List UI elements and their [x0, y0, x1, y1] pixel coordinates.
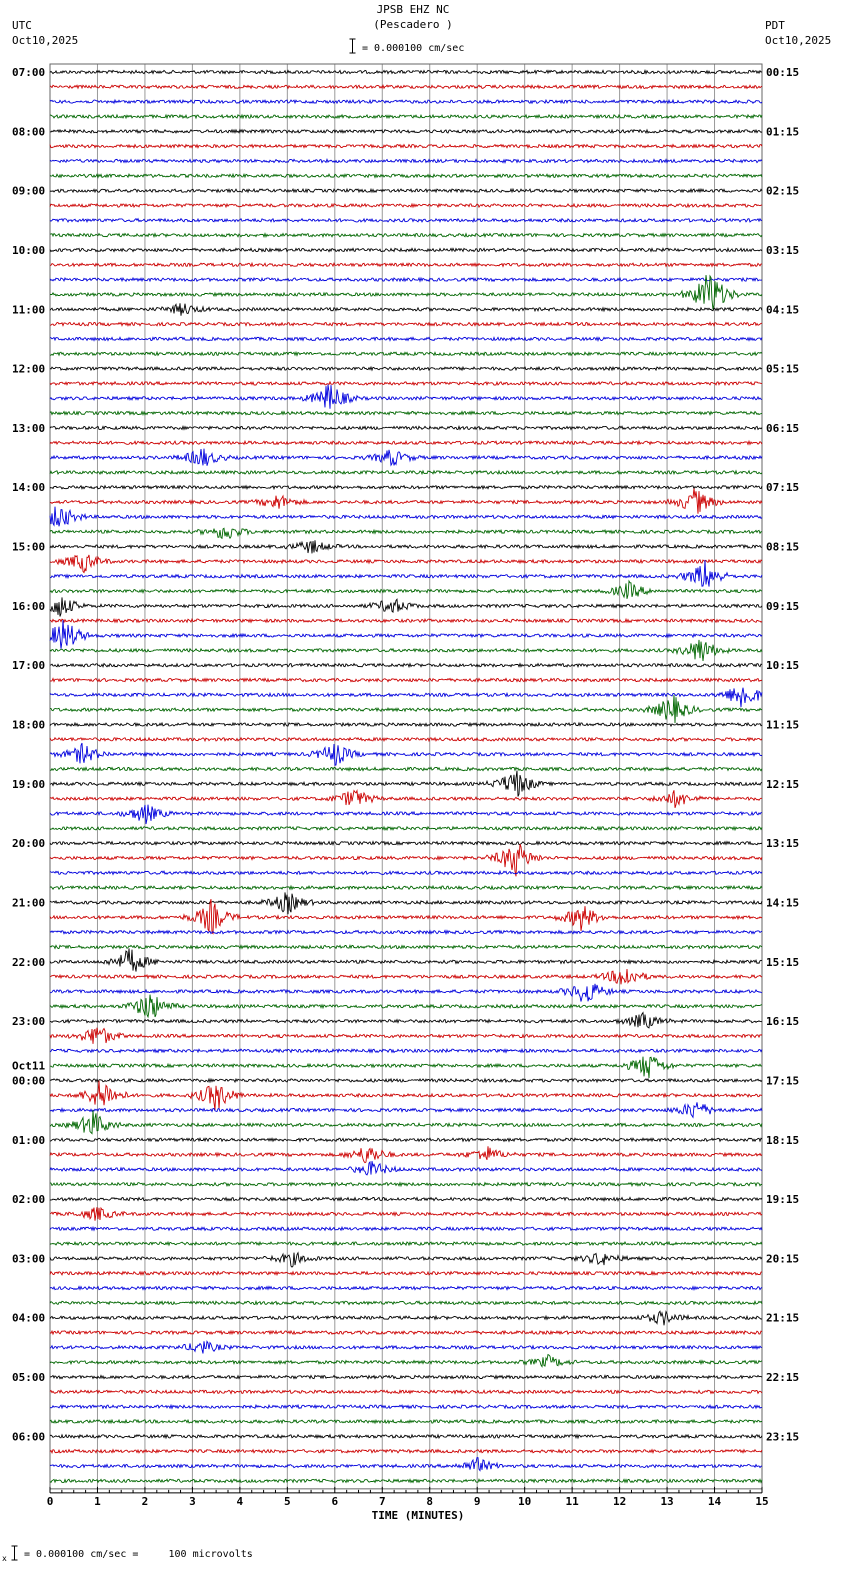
- trace-row-2: [50, 100, 762, 103]
- left-time-label: 05:00: [12, 1371, 46, 1385]
- footer-marker: x: [2, 1554, 7, 1563]
- x-tick-label: 8: [426, 1494, 434, 1508]
- trace-row-16: [50, 303, 762, 315]
- right-time-label: 08:15: [766, 540, 800, 554]
- trace-row-7: [50, 174, 762, 177]
- trace-row-92: [50, 1435, 762, 1438]
- x-tick-label: 9: [473, 1494, 481, 1508]
- trace-row-77: [50, 1207, 762, 1221]
- left-time-label: 09:00: [12, 184, 46, 198]
- trace-row-54: [50, 871, 762, 874]
- right-time-label: 02:15: [766, 184, 800, 198]
- left-time-label: 14:00: [12, 481, 46, 495]
- trace-row-95: [50, 1479, 762, 1482]
- trace-row-46: [50, 743, 762, 765]
- trace-row-53: [50, 844, 762, 876]
- right-time-label: 19:15: [766, 1193, 800, 1207]
- trace-row-71: [50, 1110, 762, 1133]
- trace-row-42: [50, 688, 762, 707]
- right-time-label: 05:15: [766, 362, 800, 376]
- station-title: JPSB EHZ NC: [376, 3, 450, 16]
- left-time-label: 07:00: [12, 66, 46, 79]
- trace-row-36: [50, 597, 762, 616]
- right-time-label: 00:15: [766, 66, 800, 79]
- trace-row-11: [50, 234, 762, 237]
- trace-row-57: [50, 899, 762, 934]
- station-location: (Pescadero ): [373, 18, 453, 31]
- trace-row-39: [50, 640, 762, 661]
- trace-row-78: [50, 1227, 762, 1230]
- trace-row-44: [50, 723, 762, 726]
- trace-row-63: [50, 995, 762, 1017]
- trace-row-69: [50, 1081, 762, 1110]
- trace-row-68: [50, 1079, 762, 1082]
- right-time-label: 06:15: [766, 421, 800, 435]
- trace-row-33: [50, 555, 762, 573]
- right-time-label: 16:15: [766, 1015, 800, 1029]
- right-time-label: 18:15: [766, 1133, 800, 1147]
- trace-row-60: [50, 948, 762, 971]
- trace-row-27: [50, 471, 762, 474]
- trace-row-89: [50, 1390, 762, 1393]
- trace-row-29: [50, 488, 762, 513]
- x-tick-label: 3: [189, 1494, 196, 1508]
- x-tick-label: 4: [236, 1494, 244, 1508]
- trace-row-37: [50, 619, 762, 622]
- x-tick-label: 2: [141, 1494, 149, 1508]
- trace-row-74: [50, 1161, 762, 1175]
- left-time-label: 22:00: [12, 955, 46, 969]
- trace-row-21: [50, 382, 762, 385]
- trace-row-10: [50, 219, 762, 222]
- trace-row-19: [50, 352, 762, 355]
- trace-row-86: [50, 1341, 762, 1353]
- trace-row-24: [50, 426, 762, 429]
- x-tick-label: 11: [565, 1494, 579, 1508]
- right-time-label: 03:15: [766, 243, 800, 257]
- x-tick-label: 5: [284, 1494, 291, 1508]
- trace-row-59: [50, 945, 762, 948]
- left-time-label: 16:00: [12, 599, 46, 613]
- trace-row-58: [50, 931, 762, 934]
- x-tick-label: 14: [707, 1494, 722, 1508]
- left-time-label: 12:00: [12, 362, 46, 376]
- trace-row-28: [50, 486, 762, 489]
- left-time-label: 11:00: [12, 303, 46, 317]
- trace-row-94: [50, 1458, 762, 1471]
- trace-row-43: [50, 695, 762, 723]
- x-axis: [47, 1487, 769, 1508]
- trace-row-35: [50, 581, 762, 599]
- traces: [50, 70, 762, 1482]
- trace-row-30: [50, 507, 762, 527]
- left-time-label: 23:00: [12, 1015, 46, 1029]
- left-time-label: 10:00: [12, 243, 46, 257]
- left-timezone: UTC: [12, 19, 32, 32]
- trace-row-32: [50, 540, 762, 553]
- trace-row-66: [50, 1049, 762, 1052]
- left-time-label: 18:00: [12, 718, 46, 732]
- trace-row-6: [50, 159, 762, 162]
- trace-row-0: [50, 70, 762, 73]
- left-time-label: 02:00: [12, 1193, 46, 1207]
- trace-row-45: [50, 738, 762, 741]
- right-time-label: 14:15: [766, 896, 800, 910]
- left-time-label: 01:00: [12, 1133, 46, 1147]
- trace-row-93: [50, 1450, 762, 1453]
- trace-row-64: [50, 1013, 762, 1028]
- x-tick-label: 12: [612, 1494, 627, 1508]
- left-time-label: 20:00: [12, 837, 46, 851]
- trace-row-23: [50, 412, 762, 415]
- right-time-label: 23:15: [766, 1430, 800, 1444]
- trace-row-34: [50, 560, 762, 587]
- right-date: Oct10,2025: [765, 34, 832, 47]
- right-time-label: 04:15: [766, 303, 800, 317]
- trace-row-79: [50, 1242, 762, 1245]
- trace-row-26: [50, 449, 762, 466]
- trace-row-47: [50, 767, 762, 770]
- trace-row-67: [50, 1057, 762, 1078]
- trace-row-65: [50, 1028, 762, 1044]
- trace-row-84: [50, 1311, 762, 1325]
- trace-row-49: [50, 790, 762, 808]
- right-time-label: 17:15: [766, 1074, 800, 1088]
- footer-scale-note: = 0.000100 cm/sec = 100 microvolts: [24, 1549, 253, 1560]
- scale-label: = 0.000100 cm/sec: [362, 43, 465, 54]
- trace-row-48: [50, 771, 762, 797]
- right-time-label: 20:15: [766, 1252, 800, 1266]
- trace-row-5: [50, 145, 762, 148]
- trace-row-73: [50, 1146, 762, 1162]
- right-time-label: 21:15: [766, 1311, 800, 1325]
- trace-row-80: [50, 1253, 762, 1267]
- left-time-label: 21:00: [12, 896, 46, 910]
- footer-scale-icon: [11, 1545, 18, 1561]
- right-time-label: 10:15: [766, 659, 800, 673]
- trace-row-14: [50, 278, 762, 281]
- trace-row-1: [50, 85, 762, 88]
- x-tick-label: 1: [94, 1494, 101, 1508]
- trace-row-38: [50, 620, 762, 649]
- right-time-label: 07:15: [766, 481, 800, 495]
- trace-row-12: [50, 248, 762, 251]
- trace-row-13: [50, 263, 762, 266]
- right-timezone: PDT: [765, 19, 785, 32]
- right-time-label: 22:15: [766, 1371, 800, 1385]
- trace-row-82: [50, 1287, 762, 1290]
- left-time-label: 15:00: [12, 540, 46, 554]
- date-change-label: Oct11: [12, 1059, 46, 1073]
- trace-row-25: [50, 441, 762, 444]
- trace-row-81: [50, 1272, 762, 1275]
- trace-row-52: [50, 842, 762, 845]
- trace-row-88: [50, 1375, 762, 1378]
- trace-row-20: [50, 367, 762, 370]
- left-date: Oct10,2025: [12, 34, 79, 47]
- left-time-label: 06:00: [12, 1430, 46, 1444]
- x-tick-label: 6: [331, 1494, 339, 1508]
- trace-row-8: [50, 189, 762, 192]
- trace-row-9: [50, 204, 762, 207]
- trace-row-56: [50, 892, 762, 914]
- x-tick-label: 0: [46, 1494, 54, 1508]
- trace-row-40: [50, 664, 762, 667]
- trace-row-87: [50, 1355, 762, 1367]
- trace-row-83: [50, 1301, 762, 1304]
- left-time-label: 13:00: [12, 421, 46, 435]
- right-time-label: 11:15: [766, 718, 800, 732]
- left-time-label: 17:00: [12, 659, 46, 673]
- trace-row-3: [50, 115, 762, 118]
- left-time-label: 00:00: [12, 1074, 46, 1088]
- left-time-label: 04:00: [12, 1311, 46, 1325]
- trace-row-18: [50, 337, 762, 340]
- trace-row-41: [50, 678, 762, 681]
- trace-row-75: [50, 1183, 762, 1186]
- x-tick-label: 10: [518, 1494, 532, 1508]
- trace-row-76: [50, 1198, 762, 1201]
- trace-row-22: [50, 385, 762, 409]
- left-time-label: 19:00: [12, 777, 46, 791]
- trace-row-17: [50, 323, 762, 326]
- x-tick-label: 7: [378, 1494, 386, 1508]
- x-tick-label: 13: [660, 1494, 674, 1508]
- x-axis-label: TIME (MINUTES): [371, 1509, 465, 1522]
- trace-row-55: [50, 886, 762, 889]
- trace-row-85: [50, 1331, 762, 1334]
- trace-row-50: [50, 805, 762, 824]
- right-time-label: 12:15: [766, 777, 800, 791]
- trace-row-91: [50, 1420, 762, 1423]
- trace-row-90: [50, 1405, 762, 1408]
- left-time-label: 03:00: [12, 1252, 46, 1266]
- trace-row-61: [50, 969, 762, 984]
- trace-row-31: [50, 528, 762, 538]
- x-tick-label: 15: [755, 1494, 769, 1508]
- trace-row-70: [50, 1102, 762, 1117]
- right-time-label: 09:15: [766, 599, 800, 613]
- right-time-label: 13:15: [766, 837, 800, 851]
- trace-row-72: [50, 1138, 762, 1141]
- right-time-label: 15:15: [766, 955, 800, 969]
- trace-row-4: [50, 130, 762, 133]
- right-time-label: 01:15: [766, 125, 800, 139]
- left-time-label: 08:00: [12, 125, 46, 139]
- trace-row-51: [50, 827, 762, 830]
